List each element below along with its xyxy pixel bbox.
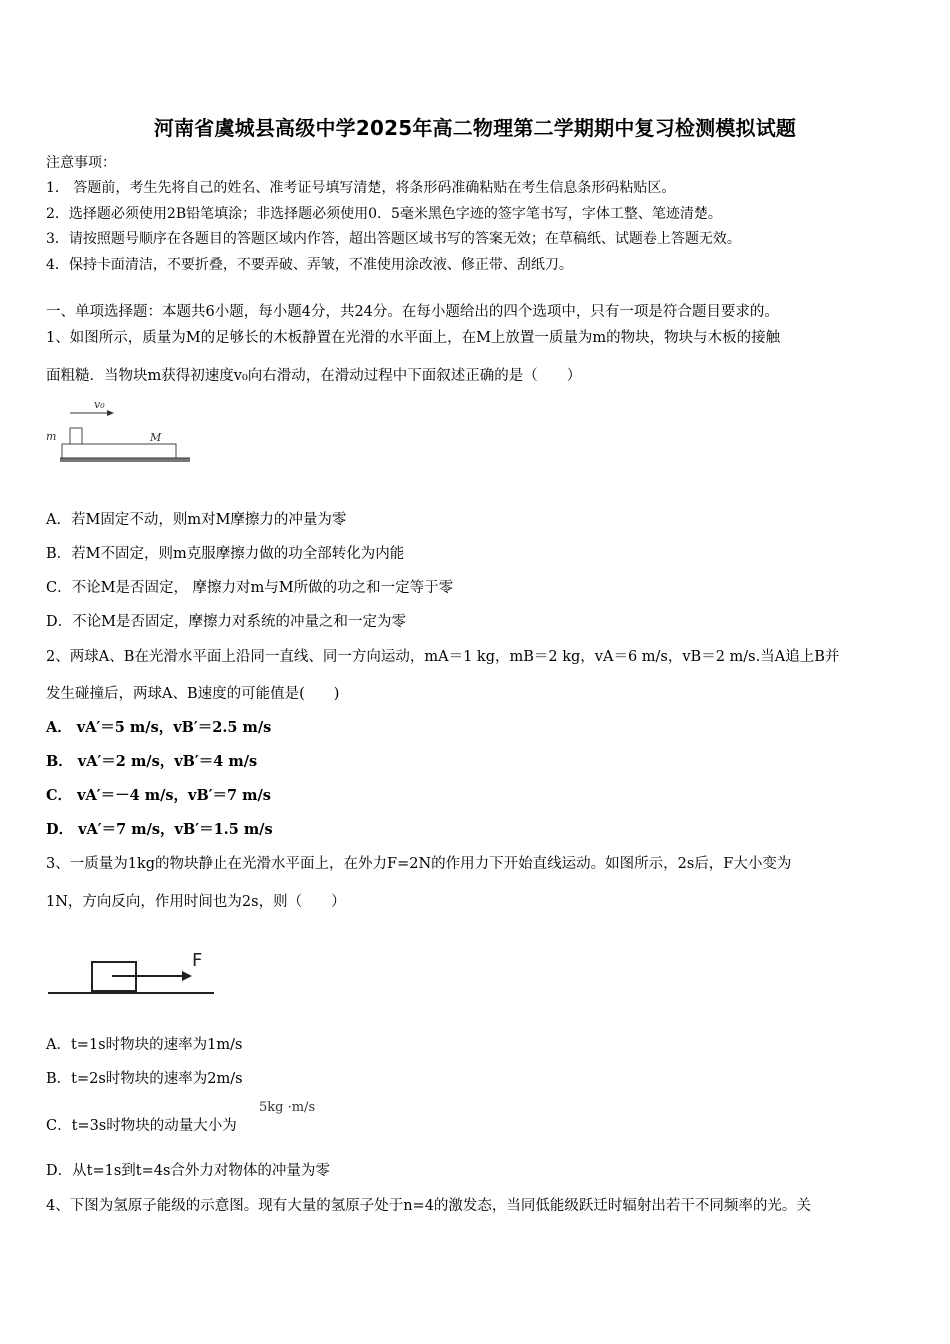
q3-option-c-value: 5kg ·m/s — [259, 1100, 316, 1115]
q3-option-c: C．t=3s时物块的动量大小为 — [46, 1118, 237, 1134]
q2-option-c: C． vA′＝－4 m/s，vB′＝7 m/s — [46, 787, 271, 804]
q1-label-v0: v₀ — [94, 398, 105, 411]
q3-option-a: A．t=1s时物块的速率为1m/s — [46, 1037, 243, 1053]
notice-item-4: 4．保持卡面清洁，不要折叠，不要弄破、弄皱，不准使用涂改液、修正带、刮纸刀。 — [46, 257, 573, 273]
q3-option-b: B．t=2s时物块的速率为2m/s — [46, 1071, 243, 1087]
page-title: 河南省虞城县高级中学2025年高二物理第二学期期中复习检测模拟试题 — [153, 116, 797, 140]
q1-option-c: C．不论M是否固定， 摩擦力对m与M所做的功之和一定等于零 — [46, 580, 454, 596]
q1-label-m: m — [46, 430, 57, 443]
q2-option-a: A． vA′＝5 m/s，vB′＝2.5 m/s — [46, 719, 272, 736]
q3-stem-line2: 1N，方向反向，作用时间也为2s，则（ ） — [46, 894, 346, 910]
q4-stem-line1: 4、下图为氢原子能级的示意图。现有大量的氢原子处于n=4的激发态，当同低能级跃迁时辐射出若干不同频率的光。关 — [46, 1198, 811, 1214]
q1-board-block-figure — [44, 394, 194, 472]
q3-option-d: D．从t=1s到t=4s合外力对物体的冲量为零 — [46, 1163, 330, 1179]
notice-item-2: 2．选择题必须使用2B铅笔填涂；非选择题必须使用0．5毫米黑色字迹的签字笔书写，字体工整、笔迹清楚。 — [46, 206, 722, 222]
q2-option-b: B． vA′＝2 m/s，vB′＝4 m/s — [46, 753, 258, 770]
q1-label-M: M — [150, 431, 162, 444]
q1-option-d: D．不论M是否固定，摩擦力对系统的冲量之和一定为零 — [46, 614, 406, 630]
q3-force-block-figure — [46, 944, 216, 1002]
q3-stem-line1: 3、一质量为1kg的物块静止在光滑水平面上，在外力F=2N的作用力下开始直线运动。如图所示，2s后，F大小变为 — [46, 856, 792, 872]
q2-option-d: D． vA′＝7 m/s，vB′＝1.5 m/s — [46, 821, 273, 838]
notice-heading: 注意事项： — [46, 155, 116, 171]
notice-item-3: 3．请按照题号顺序在各题目的答题区域内作答，超出答题区域书写的答案无效；在草稿纸、试题卷上答题无效。 — [46, 231, 741, 247]
section-heading: 一、单项选择题：本题共6小题，每小题4分，共24分。在每小题给出的四个选项中，只有一项是符合题目要求的。 — [46, 304, 779, 320]
q1-stem-line1: 1、如图所示，质量为M的足够长的木板静置在光滑的水平面上，在M上放置一质量为m的物块，物块与木板的接触 — [46, 330, 781, 346]
q3-label-F: F — [192, 950, 203, 971]
q1-stem-line2: 面粗糙．当物块m获得初速度v₀向右滑动，在滑动过程中下面叙述正确的是（ ） — [46, 368, 582, 384]
q2-stem-line1: 2、两球A、B在光滑水平面上沿同一直线、同一方向运动，mA＝1 kg，mB＝2 kg，vA＝6 m/s，vB＝2 m/s.当A追上B并 — [46, 649, 840, 665]
notice-item-1: 1． 答题前，考生先将自己的姓名、准考证号填写清楚，将条形码准确粘贴在考生信息条形码粘贴区。 — [46, 180, 676, 196]
q1-option-a: A．若M固定不动，则m对M摩擦力的冲量为零 — [46, 512, 347, 528]
q2-stem-line2: 发生碰撞后，两球A、B速度的可能值是( ) — [46, 686, 340, 702]
q1-option-b: B．若M不固定，则m克服摩擦力做的功全部转化为内能 — [46, 546, 405, 562]
